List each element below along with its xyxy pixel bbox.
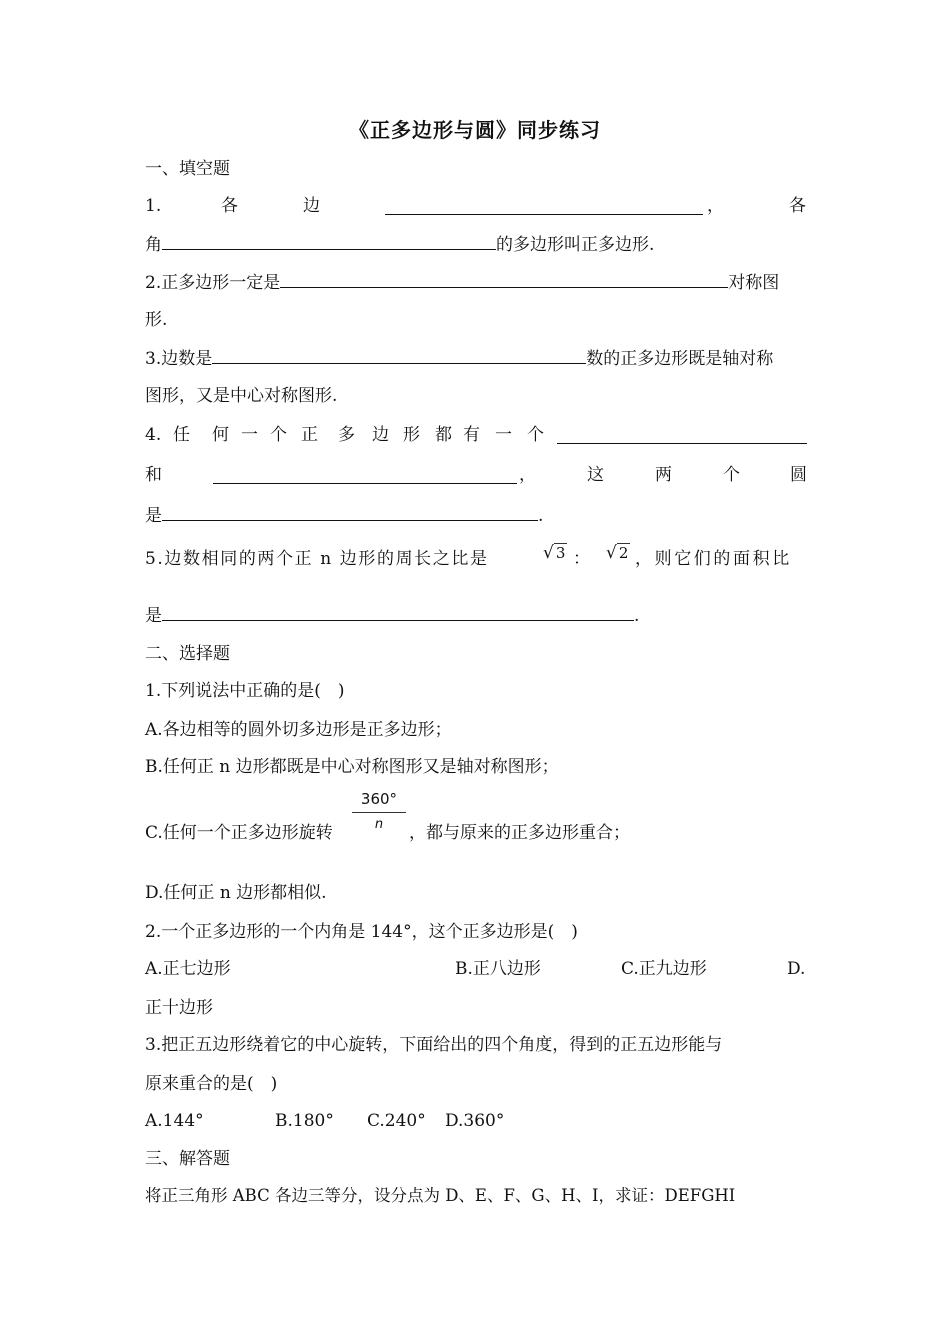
q3-line2: 图形，又是中心对称图形. [145,386,338,406]
c2-option-a[interactable]: A.正七边形 [145,959,231,979]
c2-option-d[interactable]: D. [787,959,806,979]
q5-line1: 5.边数相同的两个正 n 边形的周长之比是 √ 3 ： √ 2 ，则它们的面积比 [145,546,807,572]
c3-option-c[interactable]: C.240° [367,1111,426,1131]
q1-line1: 1. 各 边 ， 各 [145,196,806,216]
q1-blank-1[interactable] [385,196,703,215]
q4-line3: 是 . [145,502,807,528]
q4-line2: 和 ， 这 两 个 圆 [145,465,807,485]
c1-question: 1.下列说法中正确的是( ) [145,681,345,701]
c2-option-d-cont: 正十边形 [145,998,213,1018]
section-fill-blank: 一、填空题 [145,159,230,179]
c2-question: 2.一个正多边形的一个内角是 144°，这个正多边形是( ) [145,922,578,942]
q2-line1: 2.正多边形一定是 对称图 [145,269,807,295]
c3-option-a[interactable]: A.144° [145,1111,204,1131]
section-solve: 三、解答题 [145,1149,230,1169]
c1-option-a[interactable]: A.各边相等的圆外切多边形是正多边形； [145,720,452,740]
c1-option-c[interactable]: C.任何一个正多边形旋转 ，都与原来的正多边形重合； [145,823,630,843]
q4-blank-1[interactable] [557,425,807,444]
q5-line2: 是 . [145,602,807,628]
q1-blank-2[interactable] [162,231,496,250]
c2-options [145,956,807,982]
q3-line1: 3.边数是 数的正多边形既是轴对称 [145,345,807,371]
q2-line2: 形. [145,310,168,330]
s1-question: 将正三角形 ABC 各边三等分，设分点为 D、E、F、G、H、I，求证：DEFGHI [145,1186,736,1205]
c3-question-line2: 原来重合的是( ) [145,1074,278,1094]
c2-option-c[interactable]: C.正九边形 [621,959,707,979]
q4-blank-3[interactable] [162,502,538,521]
sqrt-3: √ 3 [543,543,566,563]
c1-option-b[interactable]: B.任何正 n 边形都既是中心对称图形又是轴对称图形； [145,757,559,777]
q4-blank-2[interactable] [213,465,517,484]
c3-options [145,1108,807,1134]
c1-option-d[interactable]: D.任何正 n 边形都相似. [145,883,327,903]
c2-option-b[interactable]: B.正八边形 [455,959,541,979]
c3-option-d[interactable]: D.360° [445,1111,505,1131]
section-multiple-choice: 二、选择题 [145,644,230,664]
q5-blank[interactable] [162,602,634,621]
q4-line1: 4. 任 何 一 个 正 多 边 形 都 有 一 个 [145,422,807,448]
page-title: 《正多边形与圆》同步练习 [349,118,601,142]
c3-question: 3.把正五边形绕着它的中心旋转，下面给出的四个角度，得到的正五边形能与 [145,1035,723,1055]
q3-blank[interactable] [212,345,586,364]
fraction-360-over-n: $\frac{360^\circ}{n}$ [352,790,406,832]
q2-blank[interactable] [280,269,728,288]
c3-option-b[interactable]: B.180° [275,1111,334,1131]
sqrt-2: √ 2 [606,543,629,563]
q1-line2: 角 的多边形叫正多边形. [145,231,807,257]
